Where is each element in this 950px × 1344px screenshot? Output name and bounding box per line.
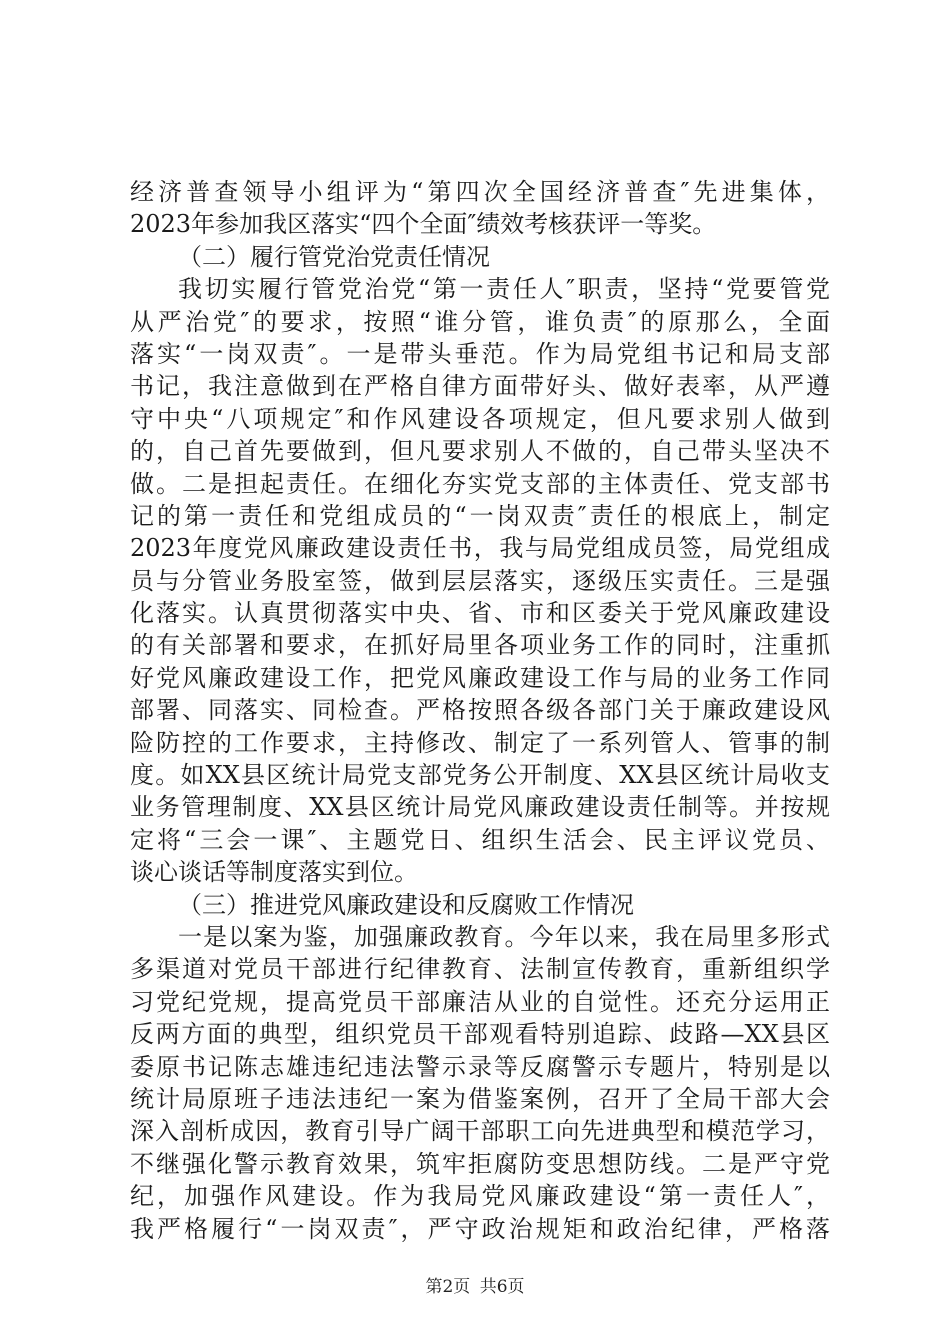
text-line: 2023年度党风廉政建设责任书，我与局党组成员签，局党组成 [130, 534, 830, 563]
text-line: 一是以案为鉴，加强廉政教育。今年以来，我在局里多形式 [178, 922, 830, 951]
text-line: 深入剖析成因，教育引导广阔干部职工向先进典型和模范学习， [130, 1117, 830, 1146]
page-total: 共6页 [479, 1277, 525, 1297]
text-line: 反两方面的典型，组织党员干部观看特别追踪、歧路—XX县区 [130, 1020, 830, 1049]
paragraph-responsibility [130, 273, 830, 888]
text-line: 谈心谈话等制度落实到位。 [130, 858, 418, 887]
section-heading-3 [130, 889, 830, 921]
text-line: 好党风廉政建设工作，把党风廉政建设工作与局的业务工作同 [130, 663, 830, 692]
text-line: 我切实履行管党治党“第一责任人″职责，坚持“党要管党 [178, 275, 830, 304]
text-line: 我严格履行“一岗双责″，严守政治规矩和政治纪律，严格落 [130, 1214, 830, 1243]
text-line: 部署、同落实、同检查。严格按照各级各部门关于廉政建设风 [130, 696, 830, 725]
text-line: 记的第一责任和党组成员的“一岗双责″责任的根底上，制定 [130, 501, 830, 530]
text-line: 做。二是担起责任。在细化夯实党支部的主体责任、党支部书 [130, 469, 830, 498]
text-line: 委原书记陈志雄违纪违法警示录等反腐警示专题片，特别是以 [130, 1052, 830, 1081]
text-line: 从严治党″的要求，按照“谁分管，谁负责″的原那么，全面 [130, 307, 830, 336]
section-heading-2 [130, 241, 830, 273]
text-line: 守中央“八项规定″和作风建设各项规定，但凡要求别人做到 [130, 404, 830, 433]
text-line: 度。如XX县区统计局党支部党务公开制度、XX县区统计局收支 [130, 761, 830, 790]
heading-line: （二）履行管党治党责任情况 [178, 242, 490, 271]
page-footer [0, 1272, 950, 1297]
text-line: 化落实。认真贯彻落实中央、省、市和区委关于党风廉政建设 [130, 599, 830, 628]
paragraph-continuation [130, 176, 830, 241]
paragraph-anticorruption [130, 921, 830, 1245]
text-line: 书记，我注意做到在严格自律方面带好头、做好表率，从严遵 [130, 372, 830, 401]
text-line: 的，自己首先要做到，但凡要求别人不做的，自己带头坚决不 [130, 437, 830, 466]
page-number: 第2页 [425, 1277, 471, 1297]
text-line: 多渠道对党员干部进行纪律教育、法制宣传教育，重新组织学 [130, 955, 830, 984]
text-line: 险防控的工作要求，主持修改、制定了一系列管人、管事的制 [130, 728, 830, 757]
text-line: 落实“一岗双责″。一是带头垂范。作为局党组书记和局支部 [130, 339, 830, 368]
document-body [130, 176, 830, 1245]
text-line: 员与分管业务股室签，做到层层落实，逐级压实责任。三是强 [130, 566, 830, 595]
heading-line: （三）推进党风廉政建设和反腐败工作情况 [178, 890, 634, 919]
text-line: 纪，加强作风建设。作为我局党风廉政建设“第一责任人″， [130, 1182, 830, 1211]
text-line: 业务管理制度、XX县区统计局党风廉政建设责任制等。并按规 [130, 793, 830, 822]
text-line: 习党纪党规，提高党员干部廉洁从业的自觉性。还充分运用正 [130, 987, 830, 1016]
text-line: 不继强化警示教育效果，筑牢拒腐防变思想防线。二是严守党 [130, 1149, 830, 1178]
text-line: 统计局原班子违法违纪一案为借鉴案例，召开了全局干部大会 [130, 1084, 830, 1113]
text-line: 定将“三会一课″、主题党日、组织生活会、民主评议党员、 [130, 825, 830, 854]
text-line: 的有关部署和要求，在抓好局里各项业务工作的同时，注重抓 [130, 631, 830, 660]
text-line: 经济普查领导小组评为“第四次全国经济普查″先进集体， [130, 178, 830, 206]
text-line: 2023年参加我区落实“四个全面″绩效考核获评一等奖。 [130, 210, 717, 239]
